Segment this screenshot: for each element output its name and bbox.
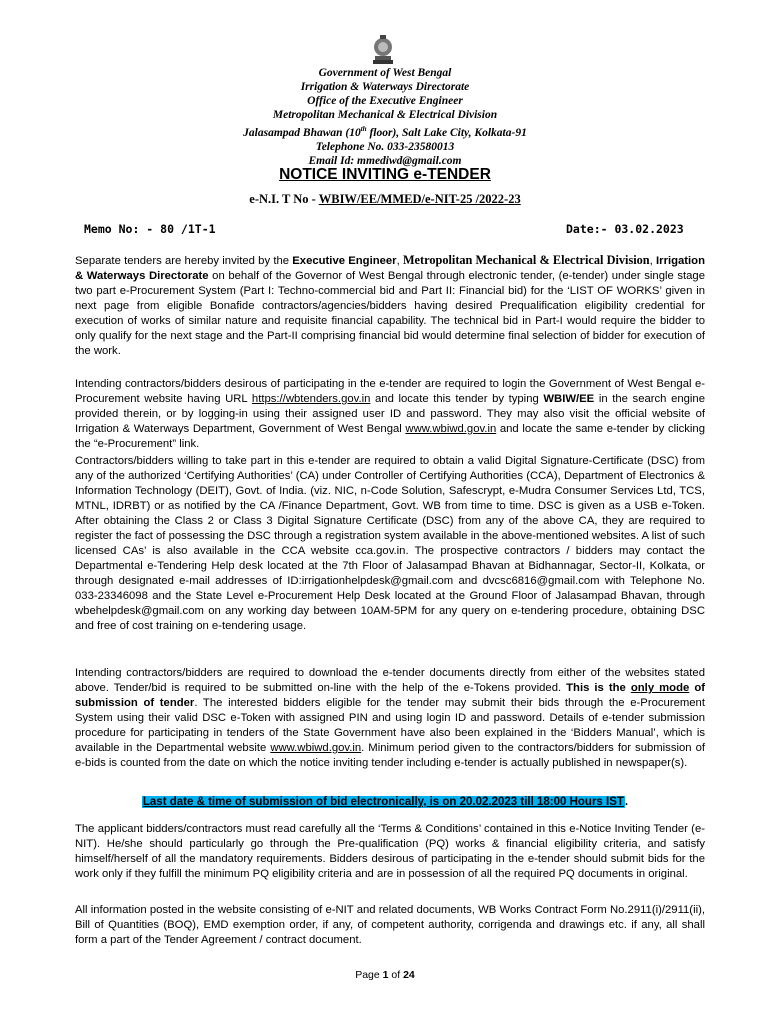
header-government: Government of West Bengal [318, 67, 452, 79]
wbiwd-link-2[interactable]: www.wbiwd.gov.in [270, 742, 362, 754]
header-email: Email Id: mmediwd@gmail.com [308, 154, 462, 167]
paragraph-login: Intending contractors/bidders desirous of participating in the e-tender are required to login the Government of West Bengal e-Procurement website having URL https://wbtenders.gov.in and locate this tender by typing WBIW/EE in the search engine provided therein, or by logging-in using their assigned user ID and password. They may also visit the official website of Irrigation & Waterways Department, Government of West Bengal www.wbiwd.gov.in and locate the same e-tender by clicking the “e-Procurement” link. [75, 378, 706, 450]
header-office: Office of the Executive Engineer [307, 95, 463, 107]
nit-number: e-N.I. T No - WBIW/EE/MMED/e-NIT-25 /2022-23 [249, 192, 521, 206]
header-directorate: Irrigation & Waterways Directorate [300, 81, 470, 93]
letterhead [0, 66, 770, 168]
memo-date: Date:- 03.02.2023 [566, 222, 684, 236]
page-number: Page 1 of 24 [355, 969, 415, 981]
paragraph-terms: The applicant bidders/contractors must read carefully all the ‘Terms & Conditions’ contained in this e-Notice Inviting Tender (e-NIT). He/she should particularly go through the Pre-qualification (PQ) works & financial eligibility criteria, and satisfy himself/herself of all the mandatory requirements. Bidders desirous of participating in the e-tender should submit bids for the work only if they fulfill the minimum PQ eligibility criteria and are in possession of all the required PQ documents in original. [75, 823, 705, 880]
notice-title: NOTICE INVITING e-TENDER [279, 166, 491, 183]
memo-number: Memo No: - 80 /1T-1 [84, 222, 216, 236]
paragraph-information: All information posted in the website consisting of e-NIT and related documents, WB Works Contract Form No.2911(i)/2911(ii), Bill of Quantities (BOQ), EMD exemption order, if any, of competent authority, corrigenda and drawings etc. if any, all shall form a part of the Tender Agreement / contract document. [75, 904, 705, 946]
paragraph-invitation: Separate tenders are hereby invited by the Executive Engineer, Metropolitan Mechanical & Electrical Division, Irrigation & Waterways Directorate on behalf of the Governor of West Bengal through electronic tender, (e-tender) under single stage two part e-Procurement System (Part I: Techno-commercial bid and Part II: Financial bid) for the ‘LIST OF WORKS’ given in next page from eligible Bonafide contractors/agencies/bidders having desired Prequalification eligibility credential for execution of works of similar nature and requisite financial capability. The technical bid in Part-I would require the bidder to only qualify for the next stage and the Part-II comprising financial bid would determine final selection of bidder for execution of the work. [75, 253, 705, 357]
wbiwd-link[interactable]: www.wbiwd.gov.in [405, 423, 497, 435]
state-emblem-icon [367, 34, 399, 66]
header-division: Metropolitan Mechanical & Electrical Division [272, 109, 498, 121]
paragraph-download: Intending contractors/bidders are required to download the e-tender documents directly from either of the websites stated above. Tender/bid is required to be submitted on-line with the help of the e-Tokens provided. This is the only mode of submission of tender. The interested bidders eligible for the tender may submit their bids through the e-Procurement System using their valid DSC e-Token with assigned PIN and using login ID and password. Details of e-tender submission procedure for participating in tenders of the State Government have also been explained in the ‘Bidders Manual’, which is available in the Departmental website www.wbiwd.gov.in. Minimum period given to the contractors/bidders for submission of e-bids is counted from the date on which the notice inviting tender including e-tender is actually published in newspaper(s). [75, 667, 705, 769]
paragraph-dsc: Contractors/bidders willing to take part in this e-tender are required to obtain a valid Digital Signature-Certificate (DSC) from any of the authorized ‘Certifying Authorities’ (CA) under Controller of Certifying Authorities (CCA), Department of Electronics & Information Technology (DEIT), Govt. of India. (viz. NIC, n-Code Solution, Safescrypt, e-Mudra Consumer Services Ltd, TCS, MTNL, IDRBT) or as notified by the CA /Finance Department, Govt. WB from time to time. DSC is given as a USB e-Token. After obtaining the Class 2 or Class 3 Digital Signature Certificate (DSC) from any of the above CA, they are required to register the fact of possessing the DSC through a registration system available in the above-mentioned websites. A list of such licensed CAs’ is also available in the CCA website cca.gov.in. The prospective contractors / bidders may contact the Departmental e-Tendering Help desk located at the 7th Floor of Jalasampad Bhavan at Bidhannagar, Sector-II, Kolkata, or through designated e-mail addresses of ID:irrigationhelpdesk@gmail.com and dvcsc6816@gmail.com with Telephone No. 033-23346098 and the State Level e-Procurement Help Desk located at the Ground Floor of Jalasampad Bhavan, through wbehelpdesk@gmail.com on any working day between 10AM-5PM for any query on e-tendering procedure, obtaining DSC and free of cost training on e-tendering usage. [75, 455, 705, 632]
header-address: Jalasampad Bhawan (10th floor), Salt Lake City, Kolkata-91 [243, 125, 527, 139]
submission-deadline: Last date & time of submission of bid electronically, is on 20.02.2023 till 18:00 Hours IST. [142, 796, 629, 808]
header-telephone: Telephone No. 033-23580013 [315, 140, 455, 153]
wbtenders-link[interactable]: https://wbtenders.gov.in [251, 393, 371, 405]
